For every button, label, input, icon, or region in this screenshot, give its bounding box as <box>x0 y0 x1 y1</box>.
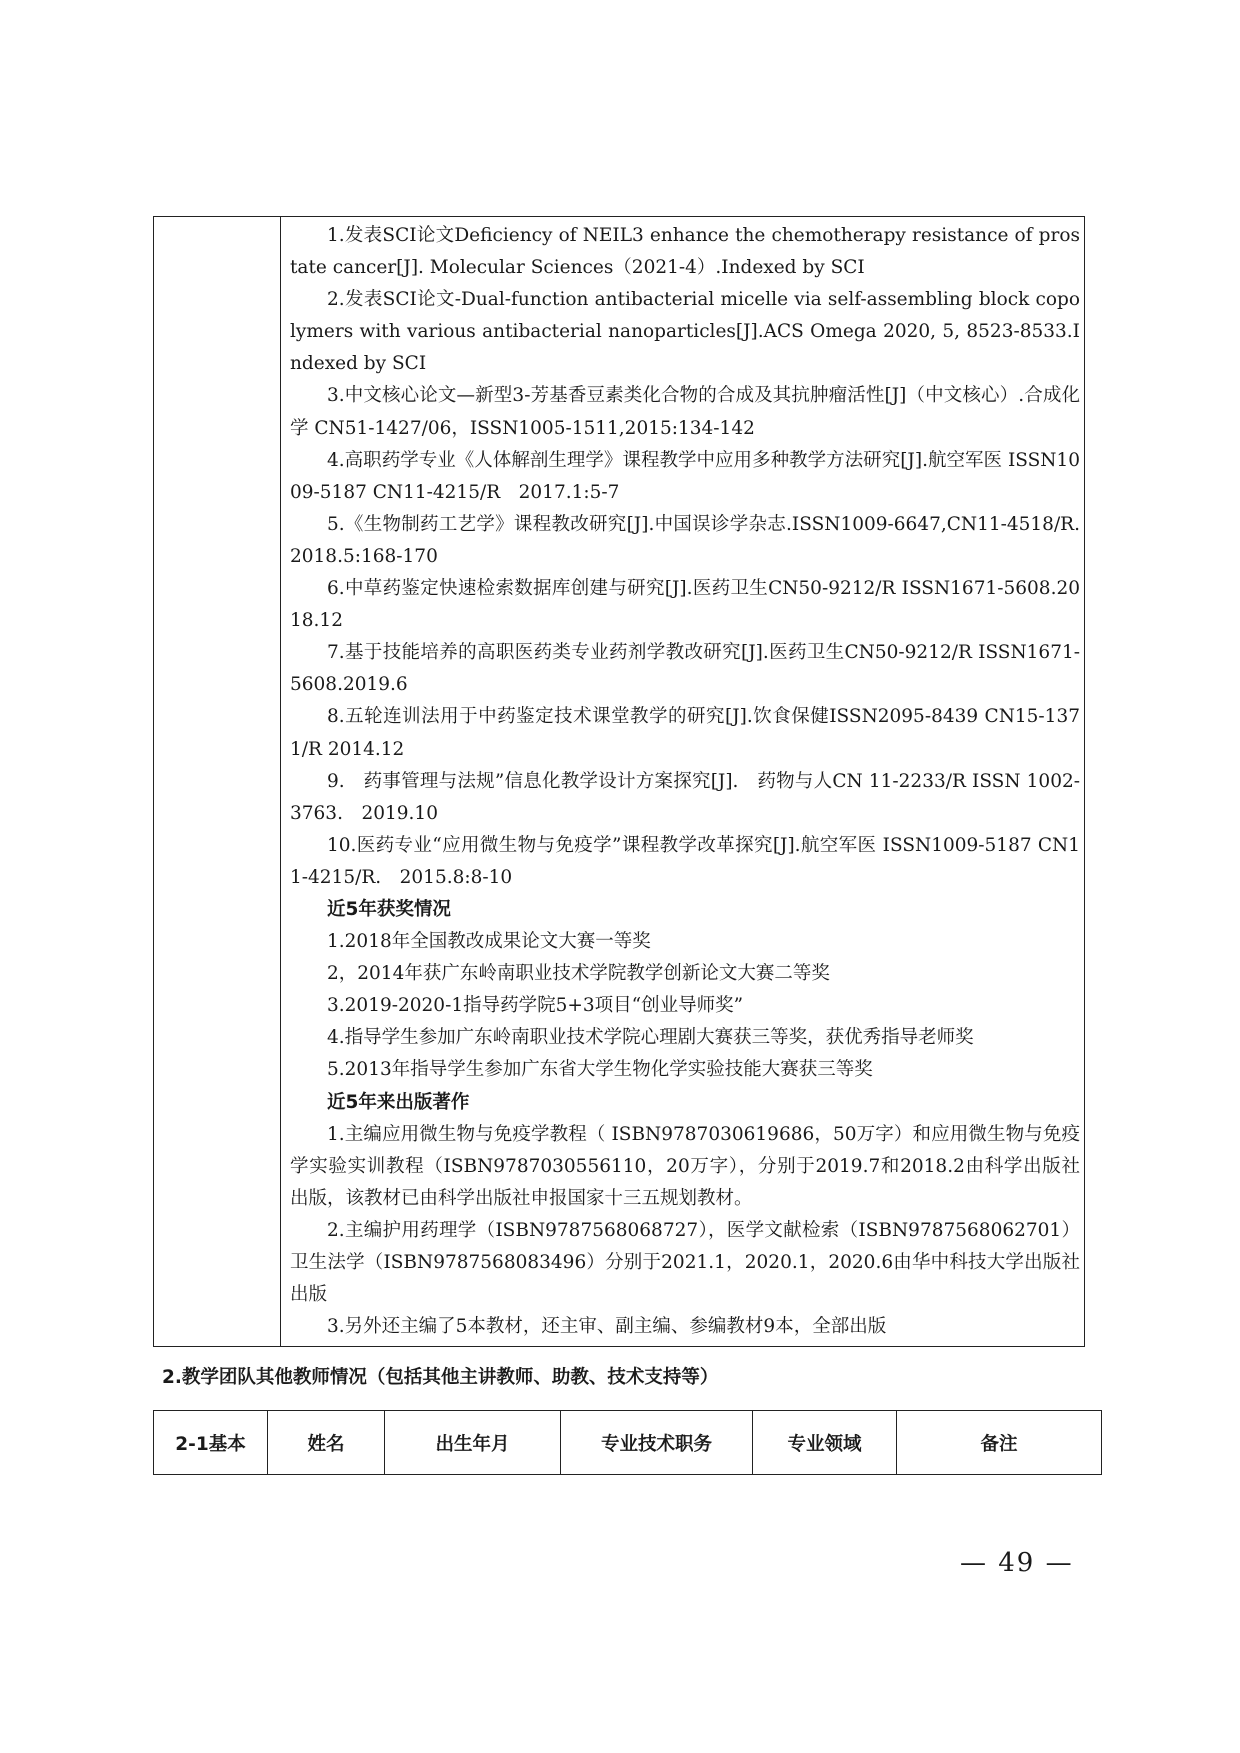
paper-item: 5.《生物制药工艺学》课程教改研究[J].中国误诊学杂志.ISSN1009-6647,CN11-4518/R.2018.5:168-170 <box>290 513 1080 567</box>
paper-item: 7.基于技能培养的高职医药类专业药剂学教改研究[J].医药卫生CN50-9212/R ISSN1671-5608.2019.6 <box>290 642 1080 696</box>
paper-item: 8.五轮连训法用于中药鉴定技术课堂教学的研究[J].饮食保健ISSN2095-8439 CN15-1371/R 2014.12 <box>290 706 1080 760</box>
header-cell-basic: 2-1基本 <box>154 1411 268 1475</box>
header-cell-title: 专业技术职务 <box>561 1411 753 1475</box>
book-item: 2.主编护用药理学（ISBN9787568068727），医学文献检索（ISBN9787568062701）卫生法学（ISBN9787568083496）分别于2021.1，2020.1，2020.6由华中科技大学出版社出版 <box>290 1219 1080 1306</box>
column-divider <box>280 217 281 1346</box>
award-item: 2，2014年获广东岭南职业技术学院教学创新论文大赛二等奖 <box>327 963 830 985</box>
paper-item: 9. 药事管理与法规”信息化教学设计方案探究[J]. 药物与人CN 11-2233/R ISSN 1002-3763. 2019.10 <box>290 770 1080 824</box>
header-cell-birth: 出生年月 <box>385 1411 561 1475</box>
book-item: 3.另外还主编了5本教材，还主审、副主编、参编教材9本，全部出版 <box>327 1316 887 1338</box>
team-basic-table <box>153 1410 1102 1475</box>
paper-item: 4.高职药学专业《人体解剖生理学》课程教学中应用多种教学方法研究[J].航空军医 ISSN1009-5187 CN11-4215/R 2017.1:5-7 <box>290 449 1080 503</box>
award-item: 1.2018年全国教改成果论文大赛一等奖 <box>327 931 651 953</box>
header-cell-field: 专业领域 <box>753 1411 897 1475</box>
paper-item: 1.发表SCI论文Deficiency of NEIL3 enhance the chemotherapy resistance of prostate cancer[J]. Molecular Sciences（2021-4）.Indexed by SCI <box>290 225 1080 279</box>
header-cell-name: 姓名 <box>268 1411 385 1475</box>
achievements-content <box>290 220 1080 1343</box>
header-cell-notes: 备注 <box>897 1411 1102 1475</box>
award-item: 3.2019-2020-1指导药学院5+3项目“创业导师奖” <box>327 995 744 1017</box>
award-item: 5.2013年指导学生参加广东省大学生物化学实验技能大赛获三等奖 <box>327 1059 873 1081</box>
paper-item: 6.中草药鉴定快速检索数据库创建与研究[J].医药卫生CN50-9212/R ISSN1671-5608.2018.12 <box>290 578 1080 632</box>
section-title: 2.教学团队其他教师情况（包括其他主讲教师、助教、技术支持等） <box>162 1367 719 1388</box>
paper-item: 3.中文核心论文—新型3-芳基香豆素类化合物的合成及其抗肿瘤活性[J]（中文核心）.合成化学 CN51-1427/06，ISSN1005-1511,2015:134-142 <box>290 385 1080 439</box>
awards-heading: 近5年获奖情况 <box>327 898 451 920</box>
paper-item: 10.医药专业“应用微生物与免疫学”课程教学改革探究[J].航空军医 ISSN1009-5187 CN11-4215/R. 2015.8:8-10 <box>290 834 1080 888</box>
books-heading: 近5年来出版著作 <box>327 1091 470 1113</box>
book-item: 1.主编应用微生物与免疫学教程（ ISBN9787030619686，50万字）和应用微生物与免疫学实验实训教程（ISBN9787030556110，20万字），分别于2019.7和2018.2由科学出版社出版，该教材已由科学出版社申报国家十三五规划教材。 <box>290 1123 1080 1209</box>
paper-item: 2.发表SCI论文-Dual-function antibacterial micelle via self-assembling block copolymers with various antibacterial nanoparticles[J].ACS Omega 2020, 5, 8523-8533.Indexed by SCI <box>290 289 1080 375</box>
table-header-row <box>154 1411 1102 1475</box>
award-item: 4.指导学生参加广东岭南职业技术学院心理剧大赛获三等奖，获优秀指导老师奖 <box>327 1027 974 1049</box>
page-number: — 49 — <box>960 1548 1074 1578</box>
